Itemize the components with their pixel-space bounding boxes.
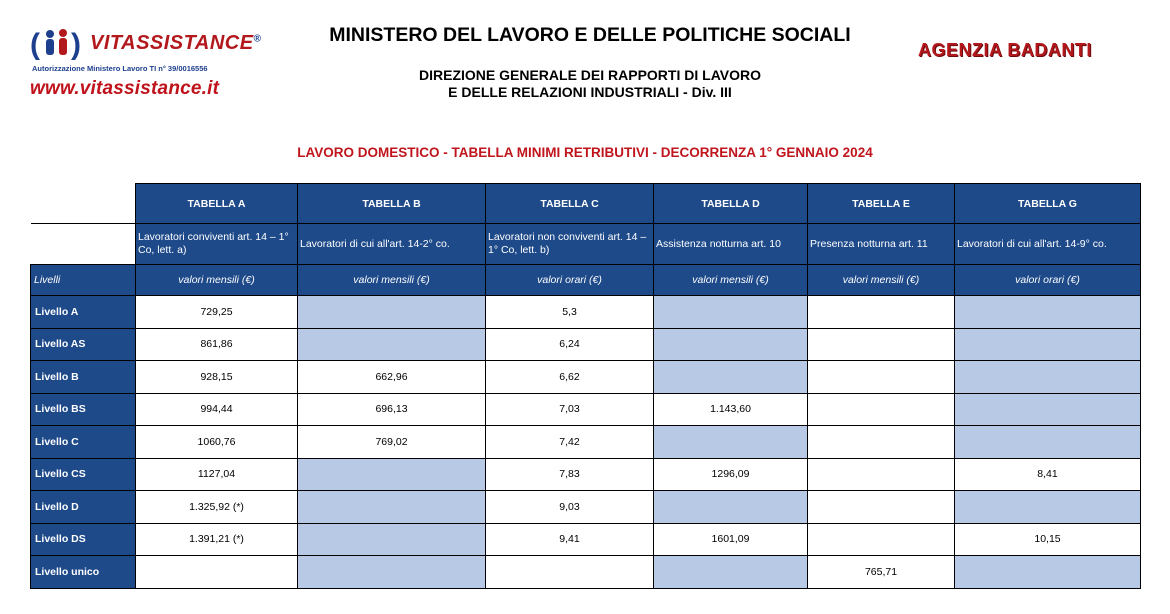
direction-heading xyxy=(340,67,840,101)
level-label: Livello CS xyxy=(31,458,136,491)
column-description: Lavoratori conviventi art. 14 – 1° Co, lett. a) xyxy=(136,224,298,265)
value-cell xyxy=(298,491,486,524)
table-row xyxy=(31,556,1141,589)
value-cell xyxy=(955,393,1141,426)
value-cell: 662,96 xyxy=(298,361,486,394)
value-cell xyxy=(955,296,1141,329)
column-unit: valori mensili (€) xyxy=(808,265,955,296)
value-cell xyxy=(654,361,808,394)
header-row-names xyxy=(31,184,1141,224)
table-row xyxy=(31,458,1141,491)
header-row-descriptions xyxy=(31,224,1141,265)
ministry-title: MINISTERO DEL LAVORO E DELLE POLITICHE SOCIALI xyxy=(329,24,851,46)
value-cell xyxy=(955,361,1141,394)
value-cell xyxy=(808,328,955,361)
people-figures-icon xyxy=(30,26,90,60)
value-cell xyxy=(955,491,1141,524)
column-header: TABELLA D xyxy=(654,184,808,224)
value-cell: 6,24 xyxy=(486,328,654,361)
table-row xyxy=(31,393,1141,426)
column-unit: valori orari (€) xyxy=(486,265,654,296)
value-cell: 6,62 xyxy=(486,361,654,394)
column-header: TABELLA B xyxy=(298,184,486,224)
value-cell: 861,86 xyxy=(136,328,298,361)
table-row xyxy=(31,491,1141,524)
value-cell xyxy=(808,393,955,426)
value-cell xyxy=(298,296,486,329)
level-label: Livello DS xyxy=(31,523,136,556)
column-description: Lavoratori non conviventi art. 14 – 1° Co, lett. b) xyxy=(486,224,654,265)
value-cell: 7,42 xyxy=(486,426,654,459)
value-cell: 765,71 xyxy=(808,556,955,589)
value-cell: 1060,76 xyxy=(136,426,298,459)
column-header: TABELLA A xyxy=(136,184,298,224)
value-cell: 1.325,92 (*) xyxy=(136,491,298,524)
table-row xyxy=(31,426,1141,459)
direction-line-2: E DELLE RELAZIONI INDUSTRIALI - Div. III xyxy=(448,84,732,100)
value-cell: 769,02 xyxy=(298,426,486,459)
value-cell: 10,15 xyxy=(955,523,1141,556)
level-label: Livello D xyxy=(31,491,136,524)
value-cell: 1296,09 xyxy=(654,458,808,491)
value-cell: 1127,04 xyxy=(136,458,298,491)
svg-text:): ) xyxy=(71,28,81,60)
column-header: TABELLA C xyxy=(486,184,654,224)
value-cell xyxy=(808,426,955,459)
column-unit: valori mensili (€) xyxy=(136,265,298,296)
value-cell xyxy=(955,426,1141,459)
table-row xyxy=(31,523,1141,556)
value-cell: 5,3 xyxy=(486,296,654,329)
value-cell xyxy=(298,556,486,589)
column-unit: valori orari (€) xyxy=(955,265,1141,296)
svg-text:(: ( xyxy=(30,28,40,60)
level-label: Livello BS xyxy=(31,393,136,426)
value-cell: 7,03 xyxy=(486,393,654,426)
value-cell: 9,03 xyxy=(486,491,654,524)
value-cell xyxy=(808,491,955,524)
value-cell xyxy=(654,426,808,459)
table-row xyxy=(31,328,1141,361)
column-description: Lavoratori di cui all'art. 14-2° co. xyxy=(298,224,486,265)
column-description: Lavoratori di cui all'art. 14-9° co. xyxy=(955,224,1141,265)
corner-cell xyxy=(31,224,136,265)
value-cell xyxy=(808,296,955,329)
brand-name: VITASSISTANCE® xyxy=(90,31,262,54)
direction-line-1: DIREZIONE GENERALE DEI RAPPORTI DI LAVORO xyxy=(419,67,761,83)
column-header: TABELLA G xyxy=(955,184,1141,224)
document-title: LAVORO DOMESTICO - TABELLA MINIMI RETRIBUTIVI - DECORRENZA 1° GENNAIO 2024 xyxy=(297,145,873,160)
value-cell xyxy=(808,458,955,491)
value-cell: 1.143,60 xyxy=(654,393,808,426)
column-unit: valori mensili (€) xyxy=(298,265,486,296)
value-cell xyxy=(136,556,298,589)
value-cell xyxy=(955,328,1141,361)
value-cell xyxy=(654,491,808,524)
website-text: www.vitassistance.it xyxy=(30,78,220,99)
value-cell: 9,41 xyxy=(486,523,654,556)
level-label: Livello AS xyxy=(31,328,136,361)
level-label: Livello C xyxy=(31,426,136,459)
value-cell xyxy=(298,458,486,491)
value-cell: 729,25 xyxy=(136,296,298,329)
table-row xyxy=(31,361,1141,394)
wage-table xyxy=(30,183,1141,589)
column-description: Assistenza notturna art. 10 xyxy=(654,224,808,265)
value-cell: 994,44 xyxy=(136,393,298,426)
level-label: Livello A xyxy=(31,296,136,329)
corner-cell xyxy=(31,184,136,224)
value-cell: 1.391,21 (*) xyxy=(136,523,298,556)
value-cell: 928,15 xyxy=(136,361,298,394)
level-label: Livello unico xyxy=(31,556,136,589)
authorization-text: Autorizzazione Ministero Lavoro TI n° 39/0016556 xyxy=(32,64,208,73)
value-cell: 696,13 xyxy=(298,393,486,426)
column-header: TABELLA E xyxy=(808,184,955,224)
value-cell xyxy=(808,523,955,556)
level-label: Livello B xyxy=(31,361,136,394)
levels-label: Livelli xyxy=(31,265,136,296)
value-cell xyxy=(654,296,808,329)
value-cell: 8,41 xyxy=(955,458,1141,491)
table-row xyxy=(31,296,1141,329)
column-description: Presenza notturna art. 11 xyxy=(808,224,955,265)
column-unit: valori mensili (€) xyxy=(654,265,808,296)
value-cell xyxy=(654,328,808,361)
value-cell xyxy=(955,556,1141,589)
value-cell xyxy=(298,328,486,361)
value-cell xyxy=(486,556,654,589)
value-cell xyxy=(808,361,955,394)
vitassistance-logo xyxy=(30,26,262,106)
value-cell xyxy=(654,556,808,589)
header-row-units xyxy=(31,265,1141,296)
value-cell: 1601,09 xyxy=(654,523,808,556)
value-cell: 7,83 xyxy=(486,458,654,491)
value-cell xyxy=(298,523,486,556)
agenzia-badanti-logo: AGENZIA BADANTI xyxy=(918,40,1092,60)
